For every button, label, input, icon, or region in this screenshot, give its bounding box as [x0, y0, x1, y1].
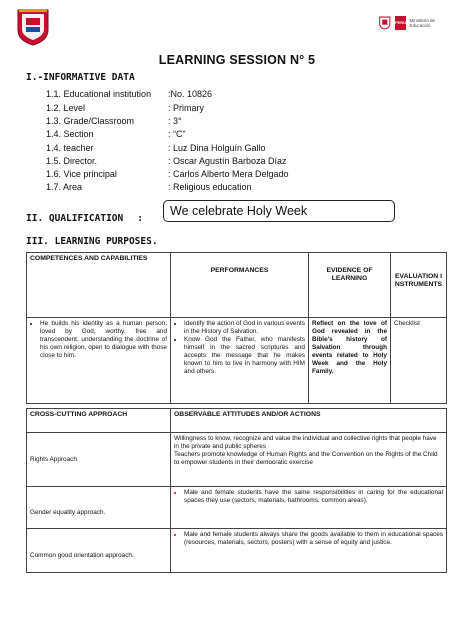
header-instruments: EVALUATION INSTRUMENTS — [391, 253, 447, 318]
actions-rights — [171, 433, 447, 487]
info-value: : Oscar Agustín Barboza Díaz — [168, 156, 287, 166]
actions-gender — [171, 487, 447, 529]
peru-flag-icon: PERÚ — [395, 16, 407, 30]
actions-common-good — [171, 529, 447, 573]
info-value: :No. 10826 — [168, 89, 213, 99]
qualification-colon: : — [137, 213, 143, 224]
evidence-cell: Reflect on the love of God revealed in the Bible's history of Salvation through events related to Holy Week and the Holy Family. — [309, 318, 391, 404]
info-label: 1.6. Vice principal — [46, 169, 117, 179]
instrument-cell: Checklist — [391, 318, 447, 404]
info-label: 1.4. teacher — [46, 143, 94, 153]
info-label: 1.1. Educational institution — [46, 89, 152, 99]
qualification-value-box: We celebrate Holy Week — [163, 200, 395, 222]
ministry-logo — [378, 14, 450, 32]
page-title: LEARNING SESSION N° 5 — [158, 53, 316, 67]
action-text: Willingness to know, recognize and value the individual and collective rights that people have in the private and public spheres — [174, 435, 437, 450]
info-label: 1.3. Grade/Classroom — [46, 116, 135, 126]
competence-text: • He builds his identity as a human person, loved by God, worthy, free and transcendent, understanding the doctrine of his own religion, open to dialogue with those close to him. — [40, 320, 167, 360]
performance-item: • Identify the action of God in various events in the History of Salvation. — [184, 320, 305, 336]
header-performances: PERFORMANCES — [171, 253, 309, 318]
ministry-name: Ministerio de Educación — [409, 18, 435, 28]
approach-gender: Gender equality approach. — [27, 487, 171, 529]
approach-rights: Rights Approach — [27, 433, 171, 487]
section-informative-heading: I.-INFORMATIVE DATA — [26, 72, 135, 83]
qualification-label: II. QUALIFICATION — [26, 213, 124, 224]
header-evidence: EVIDENCE OF LEARNING — [309, 253, 391, 318]
peru-shield-icon — [378, 15, 392, 31]
info-value: : Carlos Alberto Mera Delgado — [168, 169, 289, 179]
performances-cell — [171, 318, 309, 404]
header-observable-actions: OBSERVABLE ATTITUDES AND/OR ACTIONS — [171, 409, 447, 433]
info-value: : 3° — [168, 116, 182, 126]
info-value: : “C” — [168, 129, 186, 139]
info-label: 1.2. Level — [46, 103, 86, 113]
info-label: 1.7. Area — [46, 182, 83, 192]
info-value: : Primary — [168, 103, 204, 113]
info-value: : Luz Dina Holguín Gallo — [168, 143, 266, 153]
approach-common-good: Common good orientation approach. — [27, 529, 171, 573]
school-crest-logo — [16, 8, 50, 46]
info-value: : Religious education — [168, 182, 252, 192]
competences-table — [26, 252, 447, 404]
info-label: 1.4. Section — [46, 129, 94, 139]
performance-item: • Know God the Father, who manifests himself in the sacred scriptures and accepts the message that he makes known to him to live in harmony with HIM and others. — [184, 336, 305, 376]
header-competences: COMPETENCES AND CAPABILITIES — [27, 253, 171, 318]
section-qualification-heading — [26, 213, 143, 224]
action-item: • Male and female students always share the goods available to them in educational spaces (resources, materials, sectors, posters) with a sense of equity and justice. — [184, 531, 443, 547]
action-item: • Male and female students have the same responsibilities in caring for the educational spaces they use (sectors, materials, bathrooms, common areas). — [184, 489, 443, 505]
action-text: Teachers promote knowledge of Human Rights and the Convention on the Rights of the Child to empower students in their democratic exercise — [174, 451, 438, 466]
section-learning-purposes-heading: III. LEARNING PURPOSES. — [26, 236, 158, 247]
header-cross-cutting: CROSS-CUTTING APPROACH — [27, 409, 171, 433]
info-label: 1.5. Director. — [46, 156, 98, 166]
cross-cutting-table — [26, 408, 447, 573]
competence-cell — [27, 318, 171, 404]
